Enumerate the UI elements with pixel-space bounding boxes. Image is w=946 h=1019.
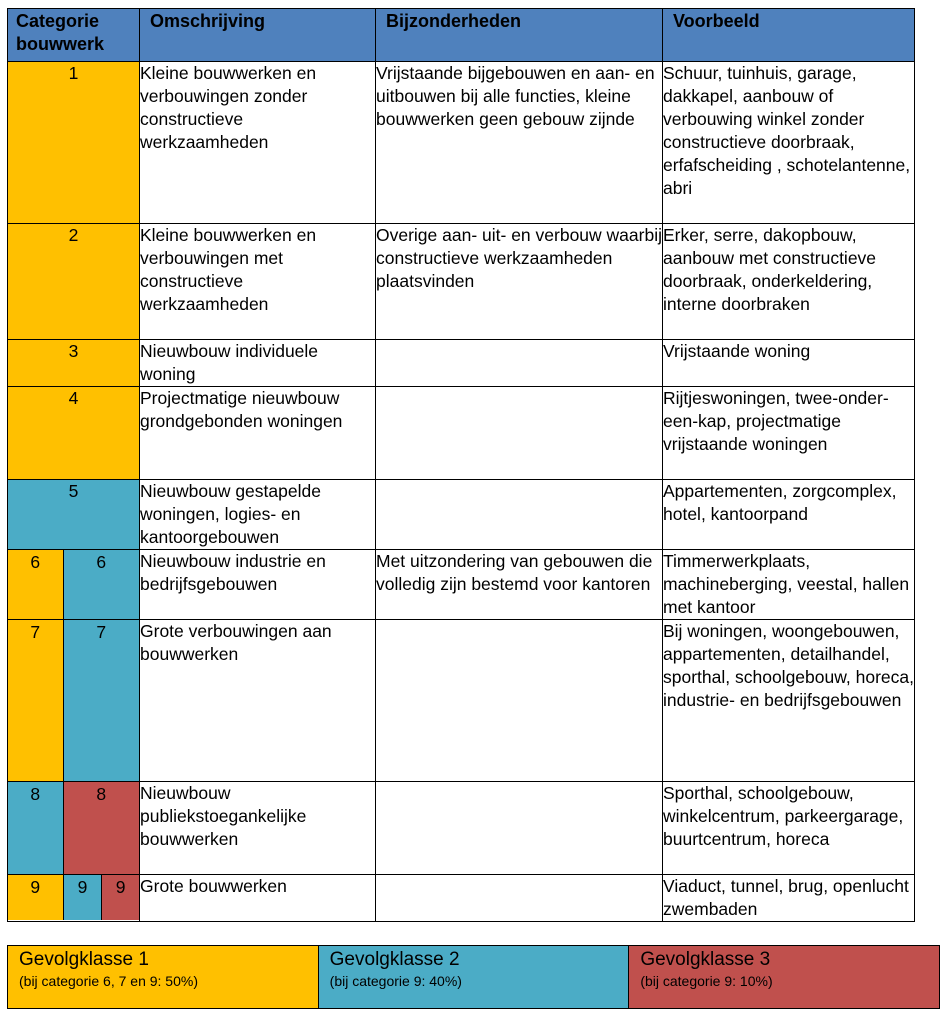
legend-title: Gevolgklasse 1 <box>19 949 149 970</box>
table-row <box>8 480 915 550</box>
legend-gevolgklasse-2 <box>318 946 629 1009</box>
header-row <box>8 9 915 62</box>
categorie-gk1-part: 7 <box>8 620 63 781</box>
categorie-cell: 5 <box>8 480 140 550</box>
omschrijving-cell: Nieuwbouw industrie en bedrijfsgebouwen <box>140 550 376 620</box>
categorie-gk3-part: 9 <box>101 875 139 920</box>
categorie-cell <box>8 875 140 922</box>
categorie-gk2-part: 8 <box>8 782 63 874</box>
omschrijving-cell: Nieuwbouw individuele woning <box>140 340 376 387</box>
categorie-table <box>7 8 915 922</box>
omschrijving-cell: Projectmatige nieuwbouw grondgebonden woningen <box>140 387 376 480</box>
omschrijving-cell: Grote bouwwerken <box>140 875 376 922</box>
legend-title: Gevolgklasse 3 <box>640 949 771 970</box>
omschrijving-cell: Grote verbouwingen aan bouwwerken <box>140 620 376 782</box>
header-categorie: Categorie bouwwerk <box>8 9 140 62</box>
legend-title: Gevolgklasse 2 <box>329 949 460 970</box>
categorie-gk3-part: 8 <box>63 782 139 874</box>
voorbeeld-cell: Schuur, tuinhuis, garage, dakkapel, aanbouw of verbouwing winkel zonder constructieve doorbraak, erfafscheiding , schotelantenne, abri <box>663 62 915 224</box>
bijzonderheden-cell <box>376 620 663 782</box>
categorie-cell: 3 <box>8 340 140 387</box>
legend-gevolgklasse-1 <box>8 946 319 1009</box>
bijzonderheden-cell <box>376 387 663 480</box>
omschrijving-cell: Kleine bouwwerken en verbouwingen zonder constructieve werkzaamheden <box>140 62 376 224</box>
categorie-gk2-part: 7 <box>63 620 139 781</box>
categorie-gk2-part: 9 <box>63 875 102 920</box>
voorbeeld-cell: Viaduct, tunnel, brug, openlucht zwembaden <box>663 875 915 922</box>
bijzonderheden-cell <box>376 875 663 922</box>
bijzonderheden-cell <box>376 340 663 387</box>
header-voorbeeld: Voorbeeld <box>663 9 915 62</box>
voorbeeld-cell: Sporthal, schoolgebouw, winkelcentrum, parkeergarage, buurtcentrum, horeca <box>663 782 915 875</box>
legend-subtitle: (bij categorie 9: 10%) <box>640 973 773 989</box>
bijzonderheden-cell: Met uitzondering van gebouwen die volledig zijn bestemd voor kantoren <box>376 550 663 620</box>
table-row <box>8 875 915 922</box>
omschrijving-cell: Nieuwbouw gestapelde woningen, logies- en kantoorgebouwen <box>140 480 376 550</box>
bijzonderheden-cell: Overige aan- uit- en verbouw waarbij constructieve werkzaamheden plaatsvinden <box>376 224 663 340</box>
table-row <box>8 620 915 782</box>
table-row <box>8 62 915 224</box>
gevolgklasse-legend <box>7 945 940 1009</box>
categorie-cell: 2 <box>8 224 140 340</box>
categorie-gk1-part: 9 <box>8 875 63 920</box>
categorie-cell <box>8 620 140 782</box>
header-bijzonderheden: Bijzonderheden <box>376 9 663 62</box>
voorbeeld-cell: Bij woningen, woongebouwen, appartementen, detailhandel, sporthal, schoolgebouw, horeca, industrie- en bedrijfsgebouwen <box>663 620 915 782</box>
categorie-cell <box>8 550 140 620</box>
table-row <box>8 224 915 340</box>
bijzonderheden-cell: Vrijstaande bijgebouwen en aan- en uitbouwen bij alle functies, kleine bouwwerken geen gebouw zijnde <box>376 62 663 224</box>
header-omschrijving: Omschrijving <box>140 9 376 62</box>
legend-subtitle: (bij categorie 6, 7 en 9: 50%) <box>19 973 198 989</box>
table-row <box>8 550 915 620</box>
categorie-cell: 1 <box>8 62 140 224</box>
legend-subtitle: (bij categorie 9: 40%) <box>329 973 462 989</box>
categorie-cell: 4 <box>8 387 140 480</box>
voorbeeld-cell: Erker, serre, dakopbouw, aanbouw met constructieve doorbraak, onderkeldering, interne doorbraken <box>663 224 915 340</box>
categorie-cell <box>8 782 140 875</box>
voorbeeld-cell: Rijtjeswoningen, twee-onder-een-kap, projectmatige vrijstaande woningen <box>663 387 915 480</box>
voorbeeld-cell: Appartementen, zorgcomplex, hotel, kantoorpand <box>663 480 915 550</box>
bijzonderheden-cell <box>376 480 663 550</box>
table-row <box>8 340 915 387</box>
omschrijving-cell: Kleine bouwwerken en verbouwingen met constructieve werkzaamheden <box>140 224 376 340</box>
table-row <box>8 782 915 875</box>
voorbeeld-cell: Timmerwerkplaats, machineberging, veestal, hallen met kantoor <box>663 550 915 620</box>
categorie-gk2-part: 6 <box>63 550 139 619</box>
table-row <box>8 387 915 480</box>
voorbeeld-cell: Vrijstaande woning <box>663 340 915 387</box>
omschrijving-cell: Nieuwbouw publiekstoegankelijke bouwwerken <box>140 782 376 875</box>
legend-gevolgklasse-3 <box>629 946 940 1009</box>
categorie-gk1-part: 6 <box>8 550 63 619</box>
bijzonderheden-cell <box>376 782 663 875</box>
